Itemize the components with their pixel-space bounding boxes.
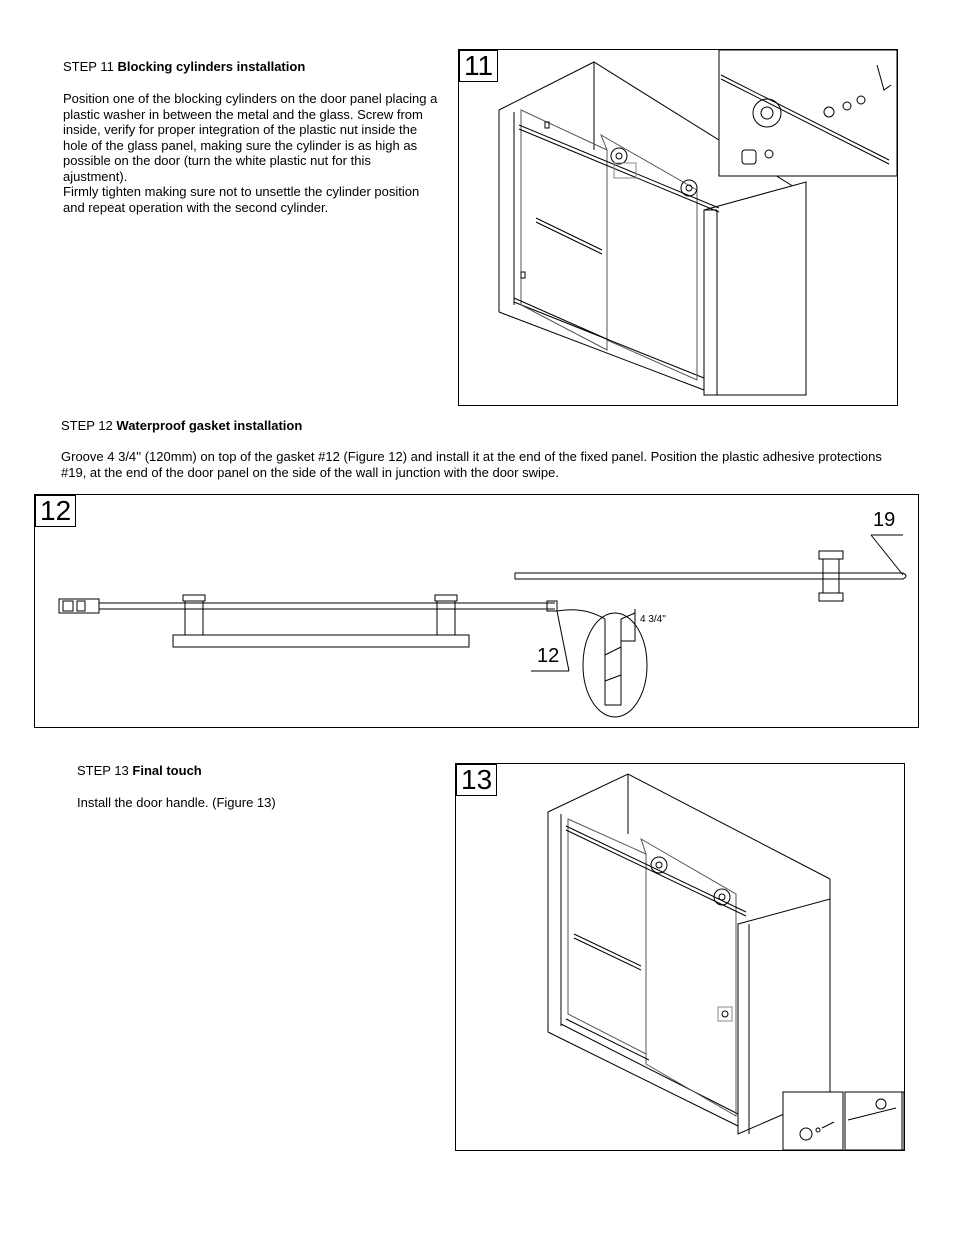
step13-instructions: Install the door handle. (Figure 13) bbox=[77, 795, 276, 810]
callout-12: 12 bbox=[537, 645, 560, 667]
step13-heading bbox=[77, 763, 202, 779]
step11-title: Blocking cylinders installation bbox=[117, 59, 306, 74]
figure-11-drawing bbox=[459, 50, 897, 405]
figure-13-drawing bbox=[456, 764, 904, 1150]
step12-instructions: Groove 4 3/4'' (120mm) on top of the gasket #12 (Figure 12) and install it at the end of the fixed panel. Position the plastic adhesive protections #19, at the end of the door panel on the side of the wall in junction with the door swipe. bbox=[61, 449, 882, 480]
figure-11 bbox=[458, 49, 898, 406]
callout-19: 19 bbox=[873, 509, 896, 531]
step11-prefix: STEP 11 bbox=[63, 59, 118, 74]
step11-instructions bbox=[63, 91, 438, 215]
figure-12 bbox=[34, 494, 919, 728]
step12-title: Waterproof gasket installation bbox=[116, 418, 303, 433]
figure-12-drawing bbox=[35, 495, 918, 727]
step11-heading bbox=[63, 59, 305, 75]
figure-13-label: 13 bbox=[456, 764, 497, 796]
step11-paragraph-2: Firmly tighten making sure not to unsettle the cylinder position and repeat operation with the second cylinder. bbox=[63, 184, 420, 215]
figure-12-label: 12 bbox=[35, 495, 76, 527]
dimension-label: 4 3/4'' bbox=[640, 614, 667, 625]
figure-11-label: 11 bbox=[459, 50, 498, 82]
step11-paragraph-1: Position one of the blocking cylinders on the door panel placing a plastic washer in between the metal and the glass. Screw from inside, verify for proper integration of the plastic nut inside the hole of the glass panel, making sure the cylinder is as high as possible on the door (turn the white plastic nut for this ajustment). bbox=[63, 91, 438, 184]
step12-heading bbox=[61, 418, 302, 434]
step13-prefix: STEP 13 bbox=[77, 763, 133, 778]
step12-prefix: STEP 12 bbox=[61, 418, 117, 433]
figure-13 bbox=[455, 763, 905, 1151]
step13-title: Final touch bbox=[132, 763, 202, 778]
